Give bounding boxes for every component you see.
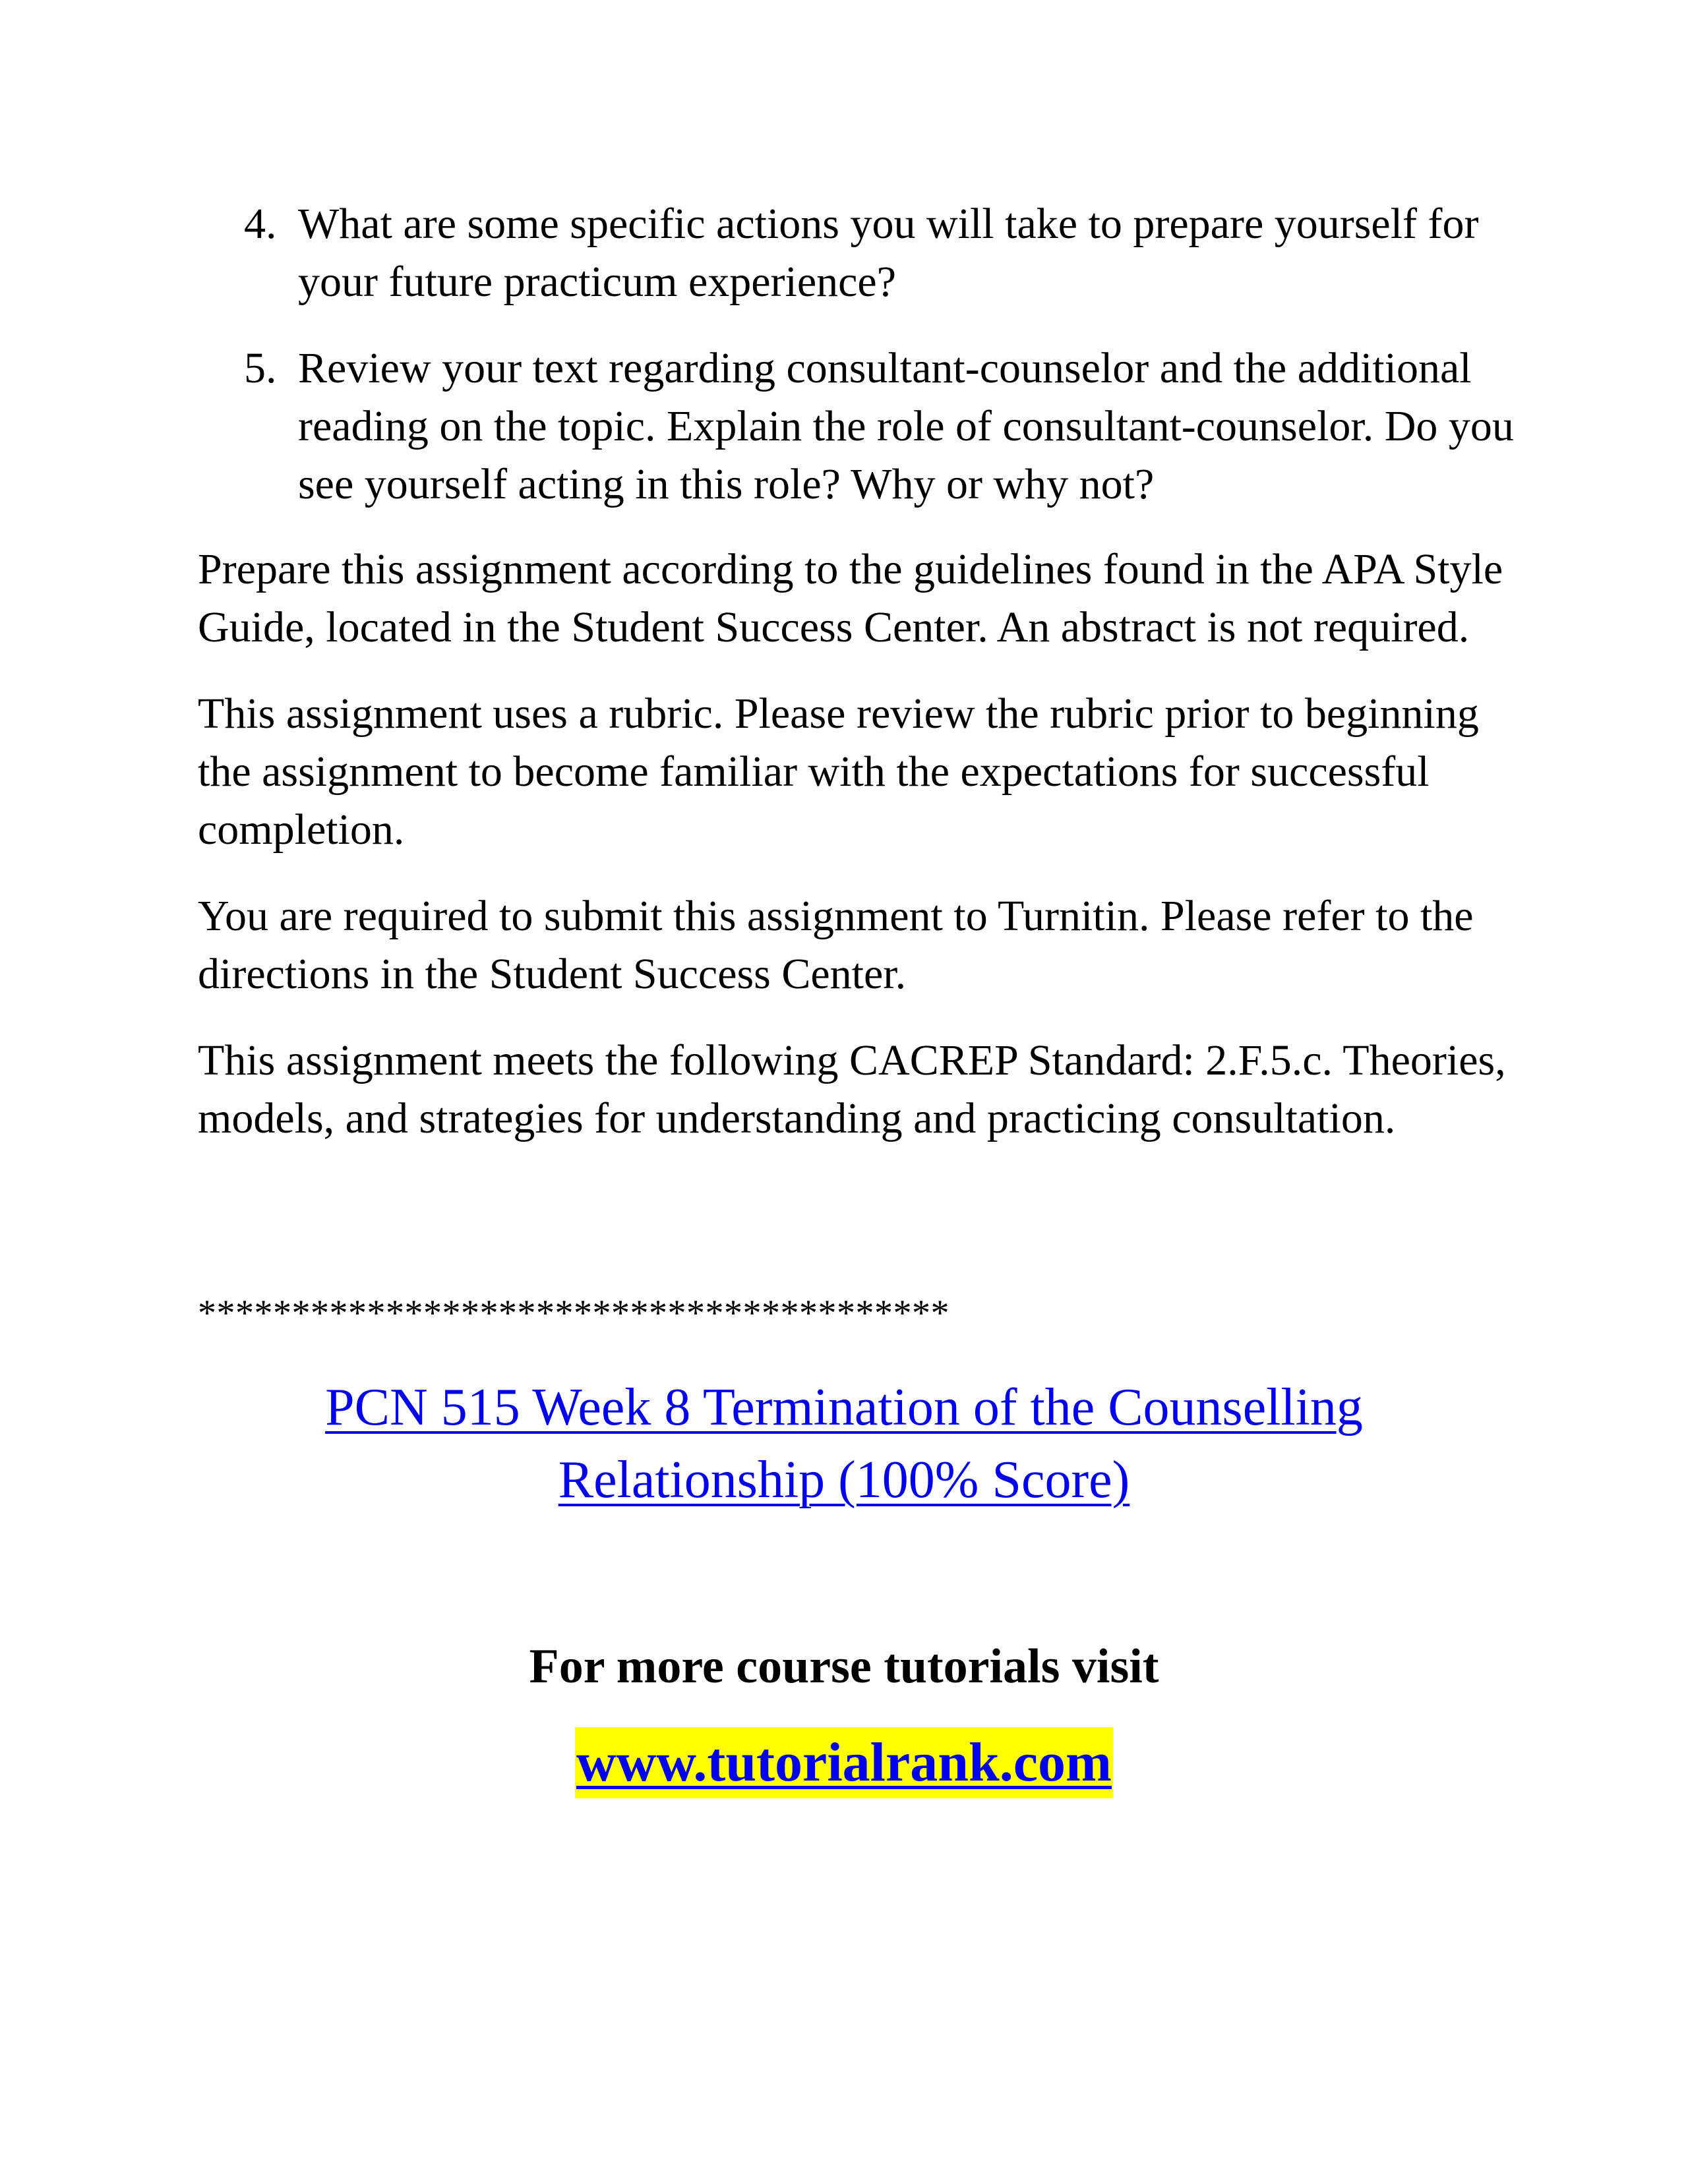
list-item-text: Review your text regarding consultant-counselor and the additional reading on the topic. Explain the role of consultant-counselor. Do you see yourself acting in this role? Why or why not? — [298, 344, 1514, 508]
cacrep-paragraph: This assignment meets the following CACREP Standard: 2.F.5.c. Theories, models, and strategies for understanding and practicing consultation. — [198, 1036, 1506, 1142]
instructions — [198, 541, 1517, 1176]
rubric-paragraph: This assignment uses a rubric. Please review the rubric prior to beginning the assignment to become familiar with the expectations for successful completion. — [198, 690, 1479, 854]
site-link[interactable]: www.tutorialrank.com — [575, 1727, 1113, 1798]
list-item — [244, 339, 1530, 514]
list-item-number: 4. — [244, 200, 277, 248]
site-link-wrapper — [198, 1727, 1490, 1798]
list-item-text: What are some specific actions you will take to prepare yourself for your future practicum experience? — [298, 200, 1479, 306]
question-list — [244, 195, 1530, 542]
promo-text: For more course tutorials visit — [529, 1639, 1159, 1694]
separator: **************************************** — [198, 1293, 950, 1334]
list-item — [244, 195, 1530, 311]
list-item-number: 5. — [244, 344, 277, 392]
apa-paragraph: Prepare this assignment according to the guidelines found in the APA Style Guide, located in the Student Success Center. An abstract is not required. — [198, 545, 1503, 651]
course-link[interactable] — [198, 1371, 1490, 1516]
course-link-line-2[interactable]: Relationship (100% Score) — [558, 1451, 1130, 1509]
course-link-line-1[interactable]: PCN 515 Week 8 Termination of the Counselling — [325, 1378, 1363, 1436]
turnitin-paragraph: You are required to submit this assignment to Turnitin. Please refer to the directions in the Student Success Center. — [198, 892, 1474, 998]
